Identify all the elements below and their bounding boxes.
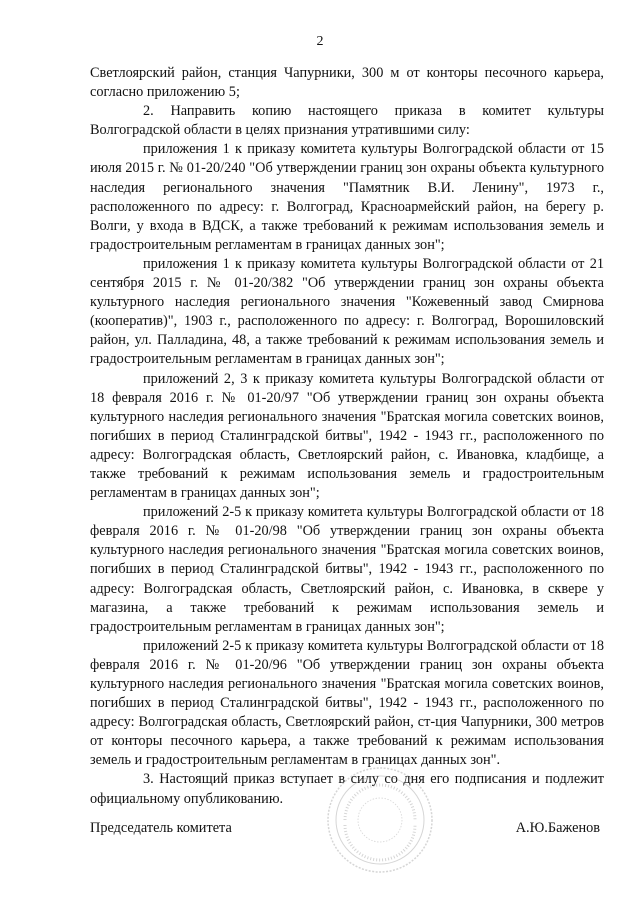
signer-name: А.Ю.Баженов: [515, 820, 600, 836]
paragraph-5: приложений 2, 3 к приказу комитета культуры Волгоградской области от 18 февраля 2016 г. № 01-20/97 "Об утверждении границ зон охраны объекта культурного наследия регионального значения "Братская могила советских воинов, погибших в период Сталинградской битвы", 1942 - 1943 гг., расположенного по адресу: Волгоградская область, Светлоярский район, с. Ивановка, кладбище, а также требований к режимам использования земель и градостроительным регламентам в границах данных зон";: [90, 370, 604, 502]
page-number: 2: [316, 34, 324, 49]
document-body: [90, 64, 604, 809]
official-seal-stamp: [325, 765, 435, 875]
paragraph-6: приложений 2-5 к приказу комитета культуры Волгоградской области от 18 февраля 2016 г. № 01-20/98 "Об утверждении границ зон охраны объекта культурного наследия регионального значения "Братская могила советских воинов, погибших в период Сталинградской битвы", 1942 - 1943 гг., расположенного по адресу: Волгоградская область, Светлоярский район, с. Ивановка, в сквере у магазина, а также требований к режимам использования земель и градостроительным регламентам в границах данных зон";: [90, 504, 604, 635]
paragraph-4: приложения 1 к приказу комитета культуры Волгоградской области от 21 сентября 2015 г. № 01-20/382 "Об утверждении границ зон охраны объекта культурного наследия регионального значения "Кожевенный завод Смирнова (кооператив)", 1903 г., расположенного по адресу: г. Волгоград, Ворошиловский район, ул. Палладина, 48, а также требований к режимам использования земель и градостроительным регламентам в границах данных зон";: [90, 255, 604, 368]
paragraph-3: приложения 1 к приказу комитета культуры Волгоградской области от 15 июля 2015 г. № 01-20/240 "Об утверждении границ зон охраны объекта культурного наследия регионального значения "Памятник В.И. Ленину", 1973 г., расположенного по адресу: г. Волгоград, Красноармейский район, на берегу р. Волги, у входа в ВДСК, а также требований к режимам использования земель и градостроительным регламентам в границах данных зон";: [90, 141, 604, 253]
paragraph-7: приложений 2-5 к приказу комитета культуры Волгоградской области от 18 февраля 2016 г. № 01-20/96 "Об утверждении границ зон охраны объекта культурного наследия регионального значения "Братская могила советских воинов, погибших в период Сталинградской битвы", 1942 - 1943 гг., расположенного по адресу: Волгоградская область, Светлоярский район, ст-ция Чапурники, 300 метров от конторы песочного карьера, а также требований к режимам использования земель и градостроительным регламентам в границах данных зон".: [90, 637, 604, 769]
paragraph-1: Светлоярский район, станция Чапурники, 300 м от конторы песочного карьера, согласно приложению 5;: [90, 65, 604, 101]
paragraph-8: 3. Настоящий приказ вступает в силу со дня его подписания и подлежит официальному опубликованию.: [90, 771, 604, 807]
signer-title: Председатель комитета: [90, 820, 232, 836]
paragraph-2: 2. Направить копию настоящего приказа в комитет культуры Волгоградской области в целях признания утратившими силу:: [90, 103, 604, 139]
